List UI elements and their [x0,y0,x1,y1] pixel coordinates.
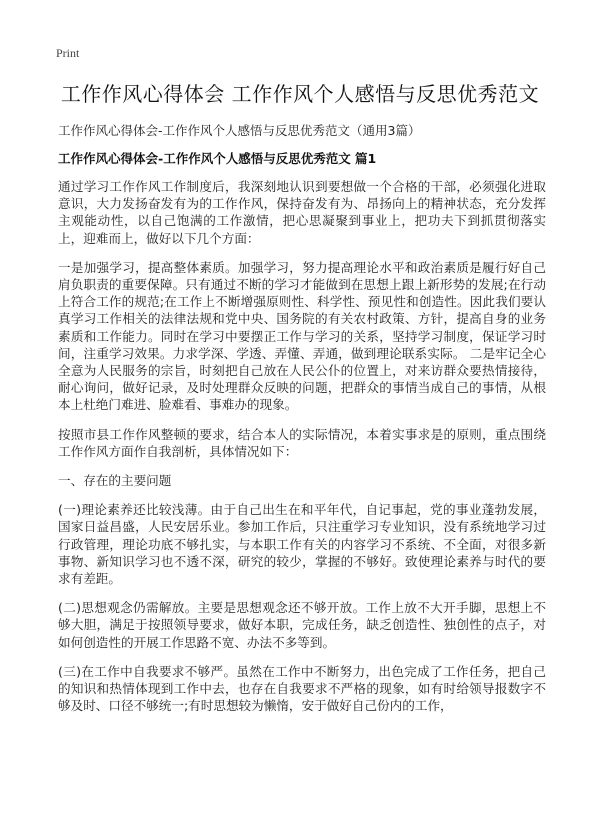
document-title: 工作作风心得体会 工作作风个人感悟与反思优秀范文 [60,82,540,106]
print-label: Print [56,46,80,60]
paragraph-self-analysis: 按照市县工作作风整顿的要求，结合本人的实际情况，本着实事求是的原则，重点围绕工作作风方面作自我剖析，具体情况如下： [58,426,546,459]
paragraph-problem-2: (二)思想观念仍需解放。主要是思想观念还不够开放。工作上放不大开手脚，思想上不够大胆，满足于按照领导要求，做好本职，完成任务，缺乏创造性、独创性的点子，对如何创造性的开展工作思路不宽、办法不多等到。 [58,600,546,650]
article-body [58,178,546,726]
paragraph-study: 一是加强学习，提高整体素质。加强学习，努力提高理论水平和政治素质是履行好自己肩负职责的重要保障。只有通过不断的学习才能做到在思想上跟上新形势的发展;在行动上符合工作的规范;在工作上不断增强原则性、科学性、预见性和创造性。因此我们要认真学习工作相关的法律法规和党中央、国务院的有关农村政策、方针，提高自身的业务素质和工作能力。同时在学习中要摆正工作与学习的关系，坚持学习制度，保证学习时间，注重学习效果。力求学深、学透、弄懂、弄通，做到理论联系实际。 二是牢记全心全意为人民服务的宗旨，时刻把自己放在人民公仆的位置上，对来访群众要热情接待，耐心询问，做好记录，及时处理群众反映的问题，把群众的事情当成自己的事情，从根本上杜绝门难进、脸难看、事难办的现象。 [58,259,546,413]
paragraph-intro: 通过学习工作作风工作制度后，我深刻地认识到要想做一个合格的干部，必须强化进取意识，大力发扬奋发有为的工作作风，保持奋发有为、昂扬向上的精神状态，充分发挥主观能动性，以自己饱满的工作激情，把心思凝聚到事业上，把功夫下到抓贯彻落实上，迎难而上，做好以下几个方面： [58,179,546,246]
paragraph-problem-1: (一)理论素养还比较浅薄。由于自己出生在和平年代，自记事起，党的事业蓬勃发展，国家日益昌盛，人民安居乐业。参加工作后，只注重学习专业知识，没有系统地学习过行政管理，理论功底不够扎实，与本职工作有关的内容学习不系统、不全面，对很多新事物、新知识学习也不透不深，研究的较少，掌握的不够好。致使理论素养与时代的要求有差距。 [58,502,546,587]
paragraph-problem-3: (三)在工作中自我要求不够严。虽然在工作中不断努力，出色完成了工作任务，把自己的知识和热情体现到工作中去，也存在自我要求不严格的现象，如有时给领导报数字不够及时、口径不够统一;有时思想较为懒惰，安于做好自己份内的工作， [58,663,546,714]
paragraph-problems-heading: 一、存在的主要问题 [58,473,172,489]
document-subtitle: 工作作风心得体会-工作作风个人感悟与反思优秀范文（通用3篇） [58,123,421,138]
section-heading: 工作作风心得体会-工作作风个人感悟与反思优秀范文 篇1 [58,151,377,166]
